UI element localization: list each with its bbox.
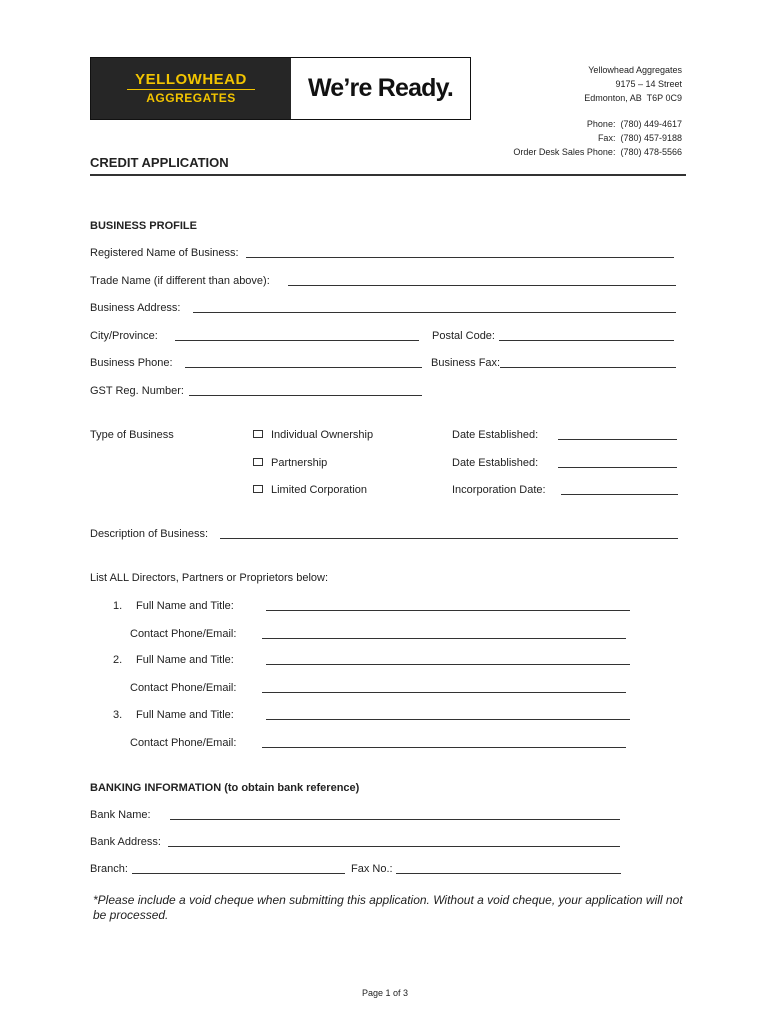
- contact-field-3[interactable]: [262, 747, 626, 748]
- address-line-2: 9175 – 14 Street: [615, 79, 682, 89]
- full-name-field-3[interactable]: [266, 719, 630, 720]
- incorporation-date-label: Incorporation Date:: [452, 484, 546, 496]
- date-established-field-2[interactable]: [558, 467, 677, 468]
- business-address-label: Business Address:: [90, 302, 181, 314]
- contact-label-3: Contact Phone/Email:: [130, 737, 237, 749]
- branch-field[interactable]: [132, 873, 345, 874]
- banking-heading: BANKING INFORMATION (to obtain bank reference): [90, 782, 360, 794]
- contact-label-2: Contact Phone/Email:: [130, 682, 237, 694]
- full-name-label-2: Full Name and Title:: [136, 654, 234, 666]
- type-of-business-label: Type of Business: [90, 429, 174, 441]
- business-address-field[interactable]: [193, 312, 676, 313]
- page-number: Page 1 of 3: [361, 988, 409, 998]
- city-province-field[interactable]: [175, 340, 419, 341]
- bank-fax-label: Fax No.:: [351, 863, 393, 875]
- title-divider: [90, 174, 686, 176]
- director-number-1: 1.: [113, 600, 123, 612]
- description-field[interactable]: [220, 538, 678, 539]
- checkbox-limited-corporation[interactable]: [253, 485, 263, 493]
- bank-name-label: Bank Name:: [90, 809, 151, 821]
- checkbox-partnership[interactable]: [253, 458, 263, 466]
- postal-code-label: Postal Code:: [432, 330, 495, 342]
- director-number-2: 2.: [113, 654, 123, 666]
- limited-corporation-label: Limited Corporation: [271, 484, 367, 496]
- order-desk-line: Order Desk Sales Phone: (780) 478-5566: [513, 147, 682, 157]
- registered-name-label: Registered Name of Business:: [90, 247, 239, 259]
- gst-number-label: GST Reg. Number:: [90, 385, 184, 397]
- contact-field-1[interactable]: [262, 638, 626, 639]
- date-established-label-2: Date Established:: [452, 457, 539, 469]
- logo-wordmark-top: YELLOWHEAD: [135, 71, 247, 88]
- date-established-label-1: Date Established:: [452, 429, 539, 441]
- contact-label-1: Contact Phone/Email:: [130, 628, 237, 640]
- business-profile-heading: BUSINESS PROFILE: [90, 220, 197, 232]
- incorporation-date-field[interactable]: [561, 494, 678, 495]
- postal-code-field[interactable]: [499, 340, 674, 341]
- business-phone-label: Business Phone:: [90, 357, 173, 369]
- description-label: Description of Business:: [90, 528, 208, 540]
- business-fax-label: Business Fax:: [431, 357, 501, 369]
- trade-name-field[interactable]: [288, 285, 676, 286]
- business-fax-field[interactable]: [500, 367, 676, 368]
- bank-fax-field[interactable]: [396, 873, 621, 874]
- phone-line: Phone: (780) 449-4617: [586, 119, 682, 129]
- full-name-field-2[interactable]: [266, 664, 630, 665]
- full-name-field-1[interactable]: [266, 610, 630, 611]
- checkbox-individual-ownership[interactable]: [253, 430, 263, 438]
- partnership-label: Partnership: [271, 457, 328, 469]
- bank-address-label: Bank Address:: [90, 836, 161, 848]
- director-number-3: 3.: [113, 709, 123, 721]
- contact-field-2[interactable]: [262, 692, 626, 693]
- individual-ownership-label: Individual Ownership: [271, 429, 374, 441]
- bank-address-field[interactable]: [168, 846, 620, 847]
- address-line-1: Yellowhead Aggregates: [588, 65, 682, 75]
- city-province-label: City/Province:: [90, 330, 158, 342]
- business-phone-field[interactable]: [185, 367, 422, 368]
- gst-number-field[interactable]: [189, 395, 422, 396]
- full-name-label-3: Full Name and Title:: [136, 709, 234, 721]
- registered-name-field[interactable]: [246, 257, 674, 258]
- full-name-label-1: Full Name and Title:: [136, 600, 234, 612]
- date-established-field-1[interactable]: [558, 439, 677, 440]
- branch-label: Branch:: [90, 863, 128, 875]
- company-logo: [90, 57, 471, 120]
- page-title: CREDIT APPLICATION: [90, 155, 229, 170]
- directors-intro: List ALL Directors, Partners or Proprietors below:: [90, 572, 329, 584]
- fax-line: Fax: (780) 457-9188: [597, 133, 682, 143]
- trade-name-label: Trade Name (if different than above):: [90, 275, 270, 287]
- logo-rule: [127, 89, 255, 90]
- void-cheque-note: *Please include a void cheque when submitting this application. Without a void cheque, your application will not be processed.: [93, 893, 683, 922]
- logo-wordmark-bottom: AGGREGATES: [146, 91, 236, 105]
- bank-name-field[interactable]: [170, 819, 620, 820]
- logo-slogan: We’re Ready.: [307, 74, 454, 102]
- address-line-3: Edmonton, AB T6P 0C9: [584, 93, 682, 103]
